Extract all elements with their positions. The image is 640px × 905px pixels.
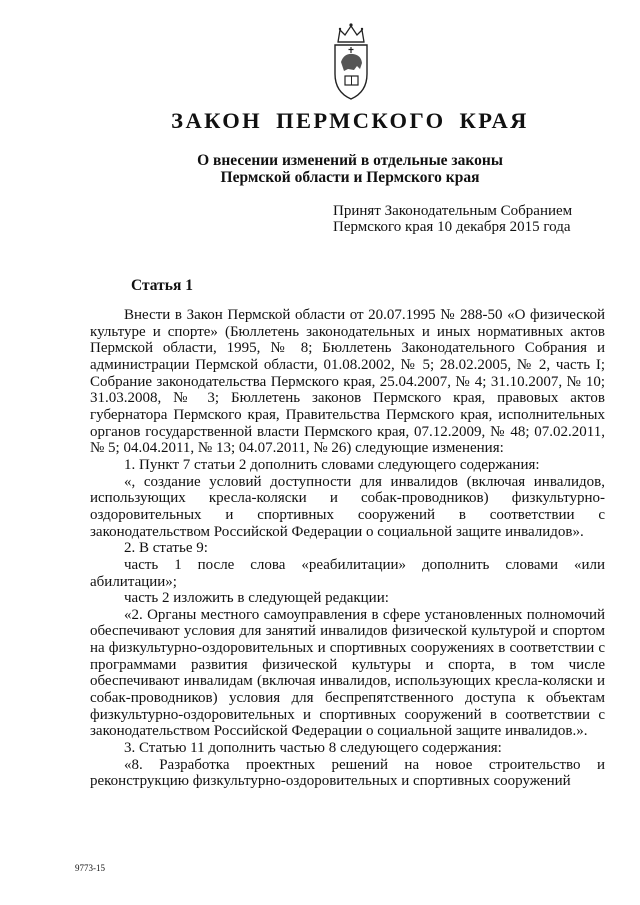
- coat-of-arms-icon: [330, 22, 372, 102]
- paragraph: «, создание условий доступности для инвалидов (включая инвалидов, использующих кресла-коляски и собак-проводников) физкультурно-оздоровительных и спортивных сооружений в соответствии с законодательством Российской Федерации о социальной защите инвалидов».: [90, 473, 605, 540]
- paragraph: часть 2 изложить в следующей редакции:: [124, 590, 389, 607]
- article-body: [90, 307, 605, 790]
- adoption-line: Пермского края 10 декабря 2015 года: [333, 219, 571, 235]
- paragraph: Внести в Закон Пермской области от 20.07.1995 № 288-50 «О физической культуре и спорте» (Бюллетень законодательных и иных нормативных актов Пермской области, 1995, № 8; Бюллетень Законодательного Собрания и администрации Пермской области, 01.08.2002, № 5; 28.02.2005, № 2, часть I; Собрание законодательства Пермского края, 25.04.2007, № 4; 31.10.2007, № 10; 31.03.2008, № 3; Бюллетень законов Пермского края, правовых актов губернатора Пермского края, Правительства Пермского края, исполнительных органов государственной власти Пермского края, 07.12.2009, № 48; 07.02.2011, № 5; 04.04.2011, № 13; 04.07.2011, № 26) следующие изменения:: [90, 307, 605, 457]
- article-heading: Статья 1: [131, 277, 193, 294]
- subtitle-line: О внесении изменений в отдельные законы: [197, 152, 503, 169]
- adoption-line: Принят Законодательным Собранием: [333, 203, 573, 219]
- paragraph: 1. Пункт 7 статьи 2 дополнить словами следующего содержания:: [124, 456, 540, 473]
- adoption-note: [333, 203, 633, 235]
- paragraph: 2. В статье 9:: [124, 540, 208, 557]
- law-title: ЗАКОН ПЕРМСКОГО КРАЯ: [171, 108, 529, 133]
- paragraph: «8. Разработка проектных решений на новое строительство и реконструкцию физкультурно-оздоровительных и спортивных сооружений: [90, 756, 605, 790]
- paragraph: «2. Органы местного самоуправления в сфере установленных полномочий обеспечивают условия для занятий инвалидов физической культурой и спортом на физкультурно-оздоровительных и спортивных сооружениях в соответствии с программами развития физической культуры и спорта, в том числе обеспечивают инвалидам (включая инвалидов, использующих кресла-коляски и собак-проводников) условия для беспрепятственного доступа к объектам физкультурно-оздоровительных и спортивных сооружений в соответствии с законодательством Российской Федерации о социальной защите инвалидов.».: [90, 606, 605, 740]
- paragraph: часть 1 после слова «реабилитации» дополнить словами «или абилитации»;: [90, 556, 605, 590]
- law-subtitle: [0, 152, 640, 186]
- document-code: 9773-15: [75, 863, 105, 873]
- subtitle-line: Пермской области и Пермского края: [220, 169, 480, 186]
- paragraph: 3. Статью 11 дополнить частью 8 следующего содержания:: [124, 740, 502, 757]
